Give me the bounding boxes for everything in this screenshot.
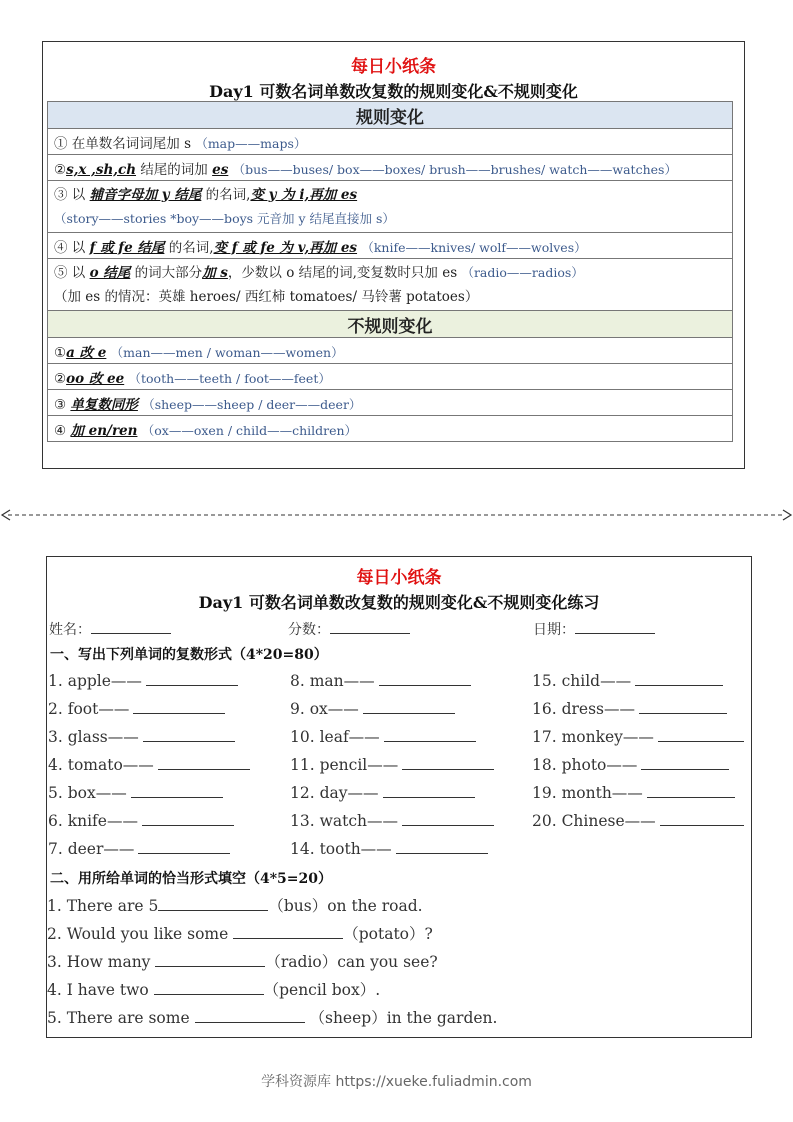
exercise-item[interactable]: 19. month——: [532, 782, 735, 802]
rules-table: [47, 101, 733, 442]
practice-title: Day1 可数名词单数改复数的规则变化&不规则变化练习: [198, 593, 600, 612]
regular-header: 规则变化: [48, 102, 733, 129]
exercise-item[interactable]: 2. foot——: [48, 698, 225, 718]
sentence-item[interactable]: 3. How many （radio）can you see?: [47, 953, 438, 971]
sentence-item[interactable]: 2. Would you like some （potato）?: [47, 925, 433, 943]
name-field[interactable]: 姓名：: [49, 619, 171, 639]
brand-title: 每日小纸条: [356, 568, 442, 588]
exercise-item[interactable]: 11. pencil——: [290, 754, 494, 774]
exercise-item[interactable]: 10. leaf——: [290, 726, 476, 746]
exercise-item[interactable]: 1. apple——: [48, 670, 238, 690]
exercise-item[interactable]: 6. knife——: [48, 810, 234, 830]
exercise-item[interactable]: 3. glass——: [48, 726, 235, 746]
arrow-right-icon: [783, 510, 791, 520]
irregular-row-1: ①a 改 e （man——men / woman——women）: [48, 338, 733, 364]
sentence-item[interactable]: 4. I have two （pencil box）.: [47, 981, 381, 999]
exercise-item[interactable]: 14. tooth——: [290, 838, 488, 858]
exercise-item[interactable]: 12. day——: [290, 782, 475, 802]
score-field[interactable]: 分数：: [288, 619, 410, 639]
practice-card: [46, 556, 752, 1038]
exercise-item[interactable]: 16. dress——: [532, 698, 727, 718]
irregular-row-2: ②oo 改 ee （tooth——teeth / foot——feet）: [48, 364, 733, 390]
rule-row-3: ③ 以 辅音字母加 y 结尾 的名词,变 y 为 i,再加 es （story——stories *boy——boys 元音加 y 结尾直接加 s）: [48, 181, 733, 233]
section-1-heading: 一、写出下列单词的复数形式（4*20=80）: [50, 647, 328, 663]
rule-row-1: ① 在单数名词词尾加 s （map——maps）: [48, 129, 733, 155]
exercise-item[interactable]: 15. child——: [532, 670, 723, 690]
sentence-item[interactable]: 5. There are some （sheep）in the garden.: [47, 1009, 498, 1027]
irregular-row-3: ③ 单复数同形 （sheep——sheep / deer——deer）: [48, 390, 733, 416]
exercise-item[interactable]: 20. Chinese——: [532, 810, 744, 830]
rules-card: [42, 41, 745, 469]
exercise-item[interactable]: 5. box——: [48, 782, 223, 802]
card-title: Day1 可数名词单数改复数的规则变化&不规则变化: [209, 82, 578, 101]
sentence-item[interactable]: 1. There are 5 （bus）on the road.: [47, 897, 423, 915]
rule-row-2: ②s,x ,sh,ch 结尾的词加 es （bus——buses/ box——boxes/ brush——brushes/ watch——watches）: [48, 155, 733, 181]
irregular-header: 不规则变化: [48, 311, 733, 338]
rule-row-4: ④ 以 f 或 fe 结尾 的名词,变 f 或 fe 为 v,再加 es （knife——knives/ wolf——wolves）: [48, 233, 733, 259]
exercise-item[interactable]: 17. monkey——: [532, 726, 744, 746]
exercise-item[interactable]: 18. photo——: [532, 754, 729, 774]
exercise-item[interactable]: 13. watch——: [290, 810, 494, 830]
exercise-item[interactable]: 7. deer——: [48, 838, 230, 858]
exercise-item[interactable]: 9. ox——: [290, 698, 455, 718]
section-2-heading: 二、用所给单词的恰当形式填空（4*5=20）: [50, 871, 333, 887]
footer-watermark: 学科资源库 https://xueke.fuliadmin.com: [261, 1074, 532, 1090]
date-field[interactable]: 日期：: [533, 619, 655, 639]
cut-line-divider: [0, 507, 793, 523]
exercise-item[interactable]: 8. man——: [290, 670, 471, 690]
exercise-item[interactable]: 4. tomato——: [48, 754, 250, 774]
irregular-row-4: ④ 加 en/ren （ox——oxen / child——children）: [48, 416, 733, 442]
brand-title: 每日小纸条: [351, 57, 436, 77]
rule-row-5: ⑤ 以 o 结尾 的词大部分加 s，少数以 o 结尾的词,变复数时只加 es （radio——radios） （加 es 的情况：英雄 heroes/ 西红柿 tomatoes/ 马铃薯 potatoes）: [48, 259, 733, 311]
